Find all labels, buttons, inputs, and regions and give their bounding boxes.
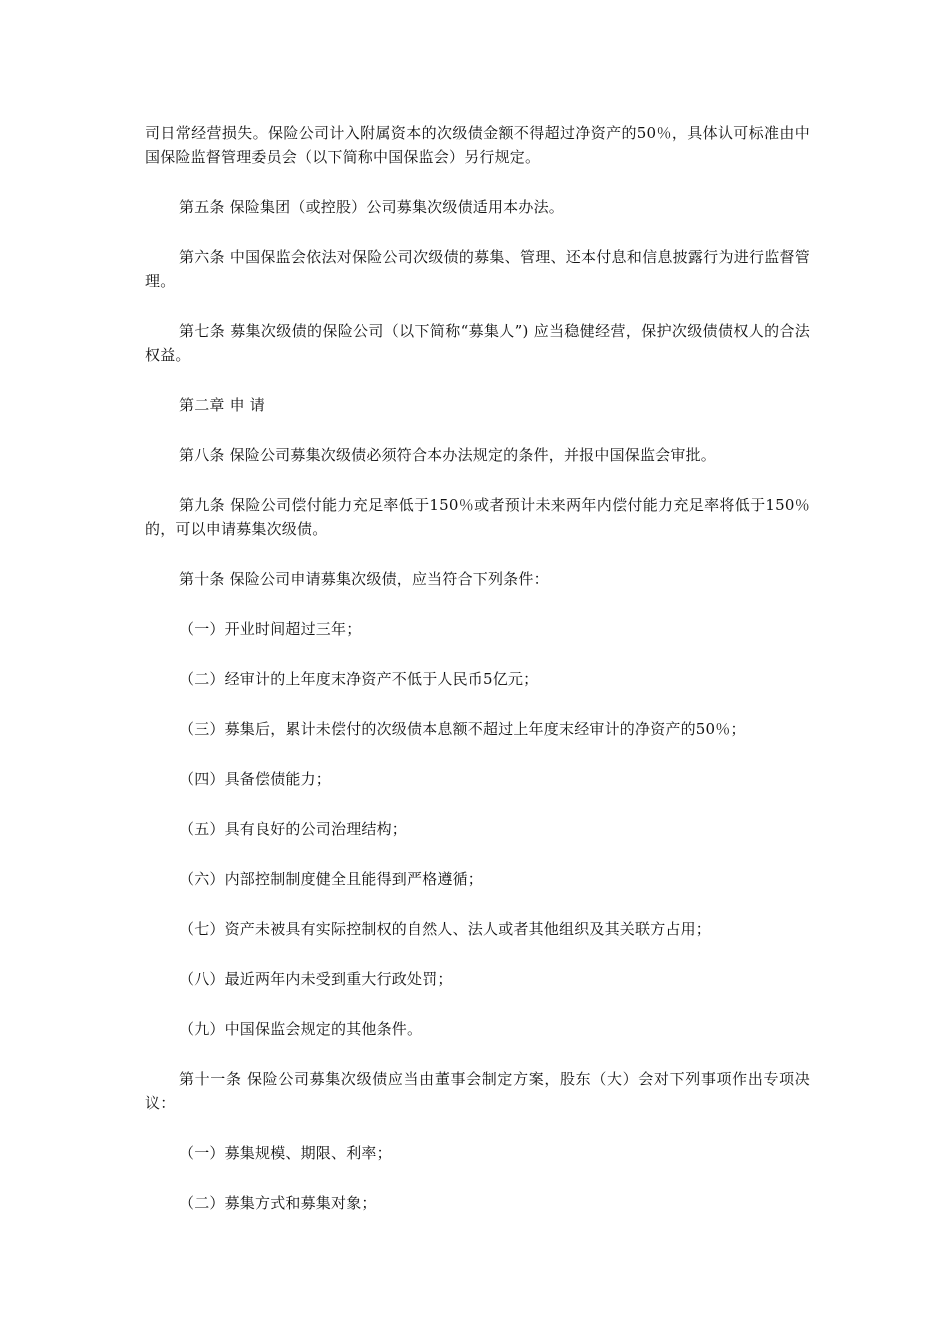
list-item: （八）最近两年内未受到重大行政处罚； [179,970,453,988]
article-6: 第六条 中国保监会依法对保险公司次级债的募集、管理、还本付息和信息披露行为进行监督管理。 [145,248,810,290]
list-item: （二）募集方式和募集对象； [179,1194,377,1212]
article-5: 第五条 保险集团（或控股）公司募集次级债适用本办法。 [179,198,564,216]
article-7: 第七条 募集次级债的保险公司（以下简称“募集人”) 应当稳健经营，保护次级债债权人的合法权益。 [145,322,810,364]
list-item: （五）具有良好的公司治理结构； [179,820,408,838]
list-item: （一）开业时间超过三年； [179,620,362,638]
chapter-heading: 第二章 申 请 [179,396,265,414]
list-item: （二）经审计的上年度末净资产不低于人民币5亿元； [179,670,539,688]
list-item: （九）中国保监会规定的其他条件。 [179,1020,423,1038]
article-11: 第十一条 保险公司募集次级债应当由董事会制定方案，股东（大）会对下列事项作出专项决议： [145,1070,810,1112]
list-item: （三）募集后，累计未偿付的次级债本息额不超过上年度末经审计的净资产的50％； [179,720,746,738]
paragraph: 司日常经营损失。保险公司计入附属资本的次级债金额不得超过净资产的50％，具体认可标准由中国保险监督管理委员会（以下简称中国保监会）另行规定。 [145,124,810,166]
document-page [145,121,810,1241]
article-9: 第九条 保险公司偿付能力充足率低于150％或者预计未来两年内偿付能力充足率将低于150％的，可以申请募集次级债。 [145,496,810,538]
article-8: 第八条 保险公司募集次级债必须符合本办法规定的条件，并报中国保监会审批。 [179,446,716,464]
list-item: （四）具备偿债能力； [179,770,332,788]
list-item: （七）资产未被具有实际控制权的自然人、法人或者其他组织及其关联方占用； [179,920,712,938]
article-10: 第十条 保险公司申请募集次级债，应当符合下列条件： [179,570,549,588]
list-item: （六）内部控制制度健全且能得到严格遵循； [179,870,484,888]
list-item: （一）募集规模、期限、利率； [179,1144,392,1162]
